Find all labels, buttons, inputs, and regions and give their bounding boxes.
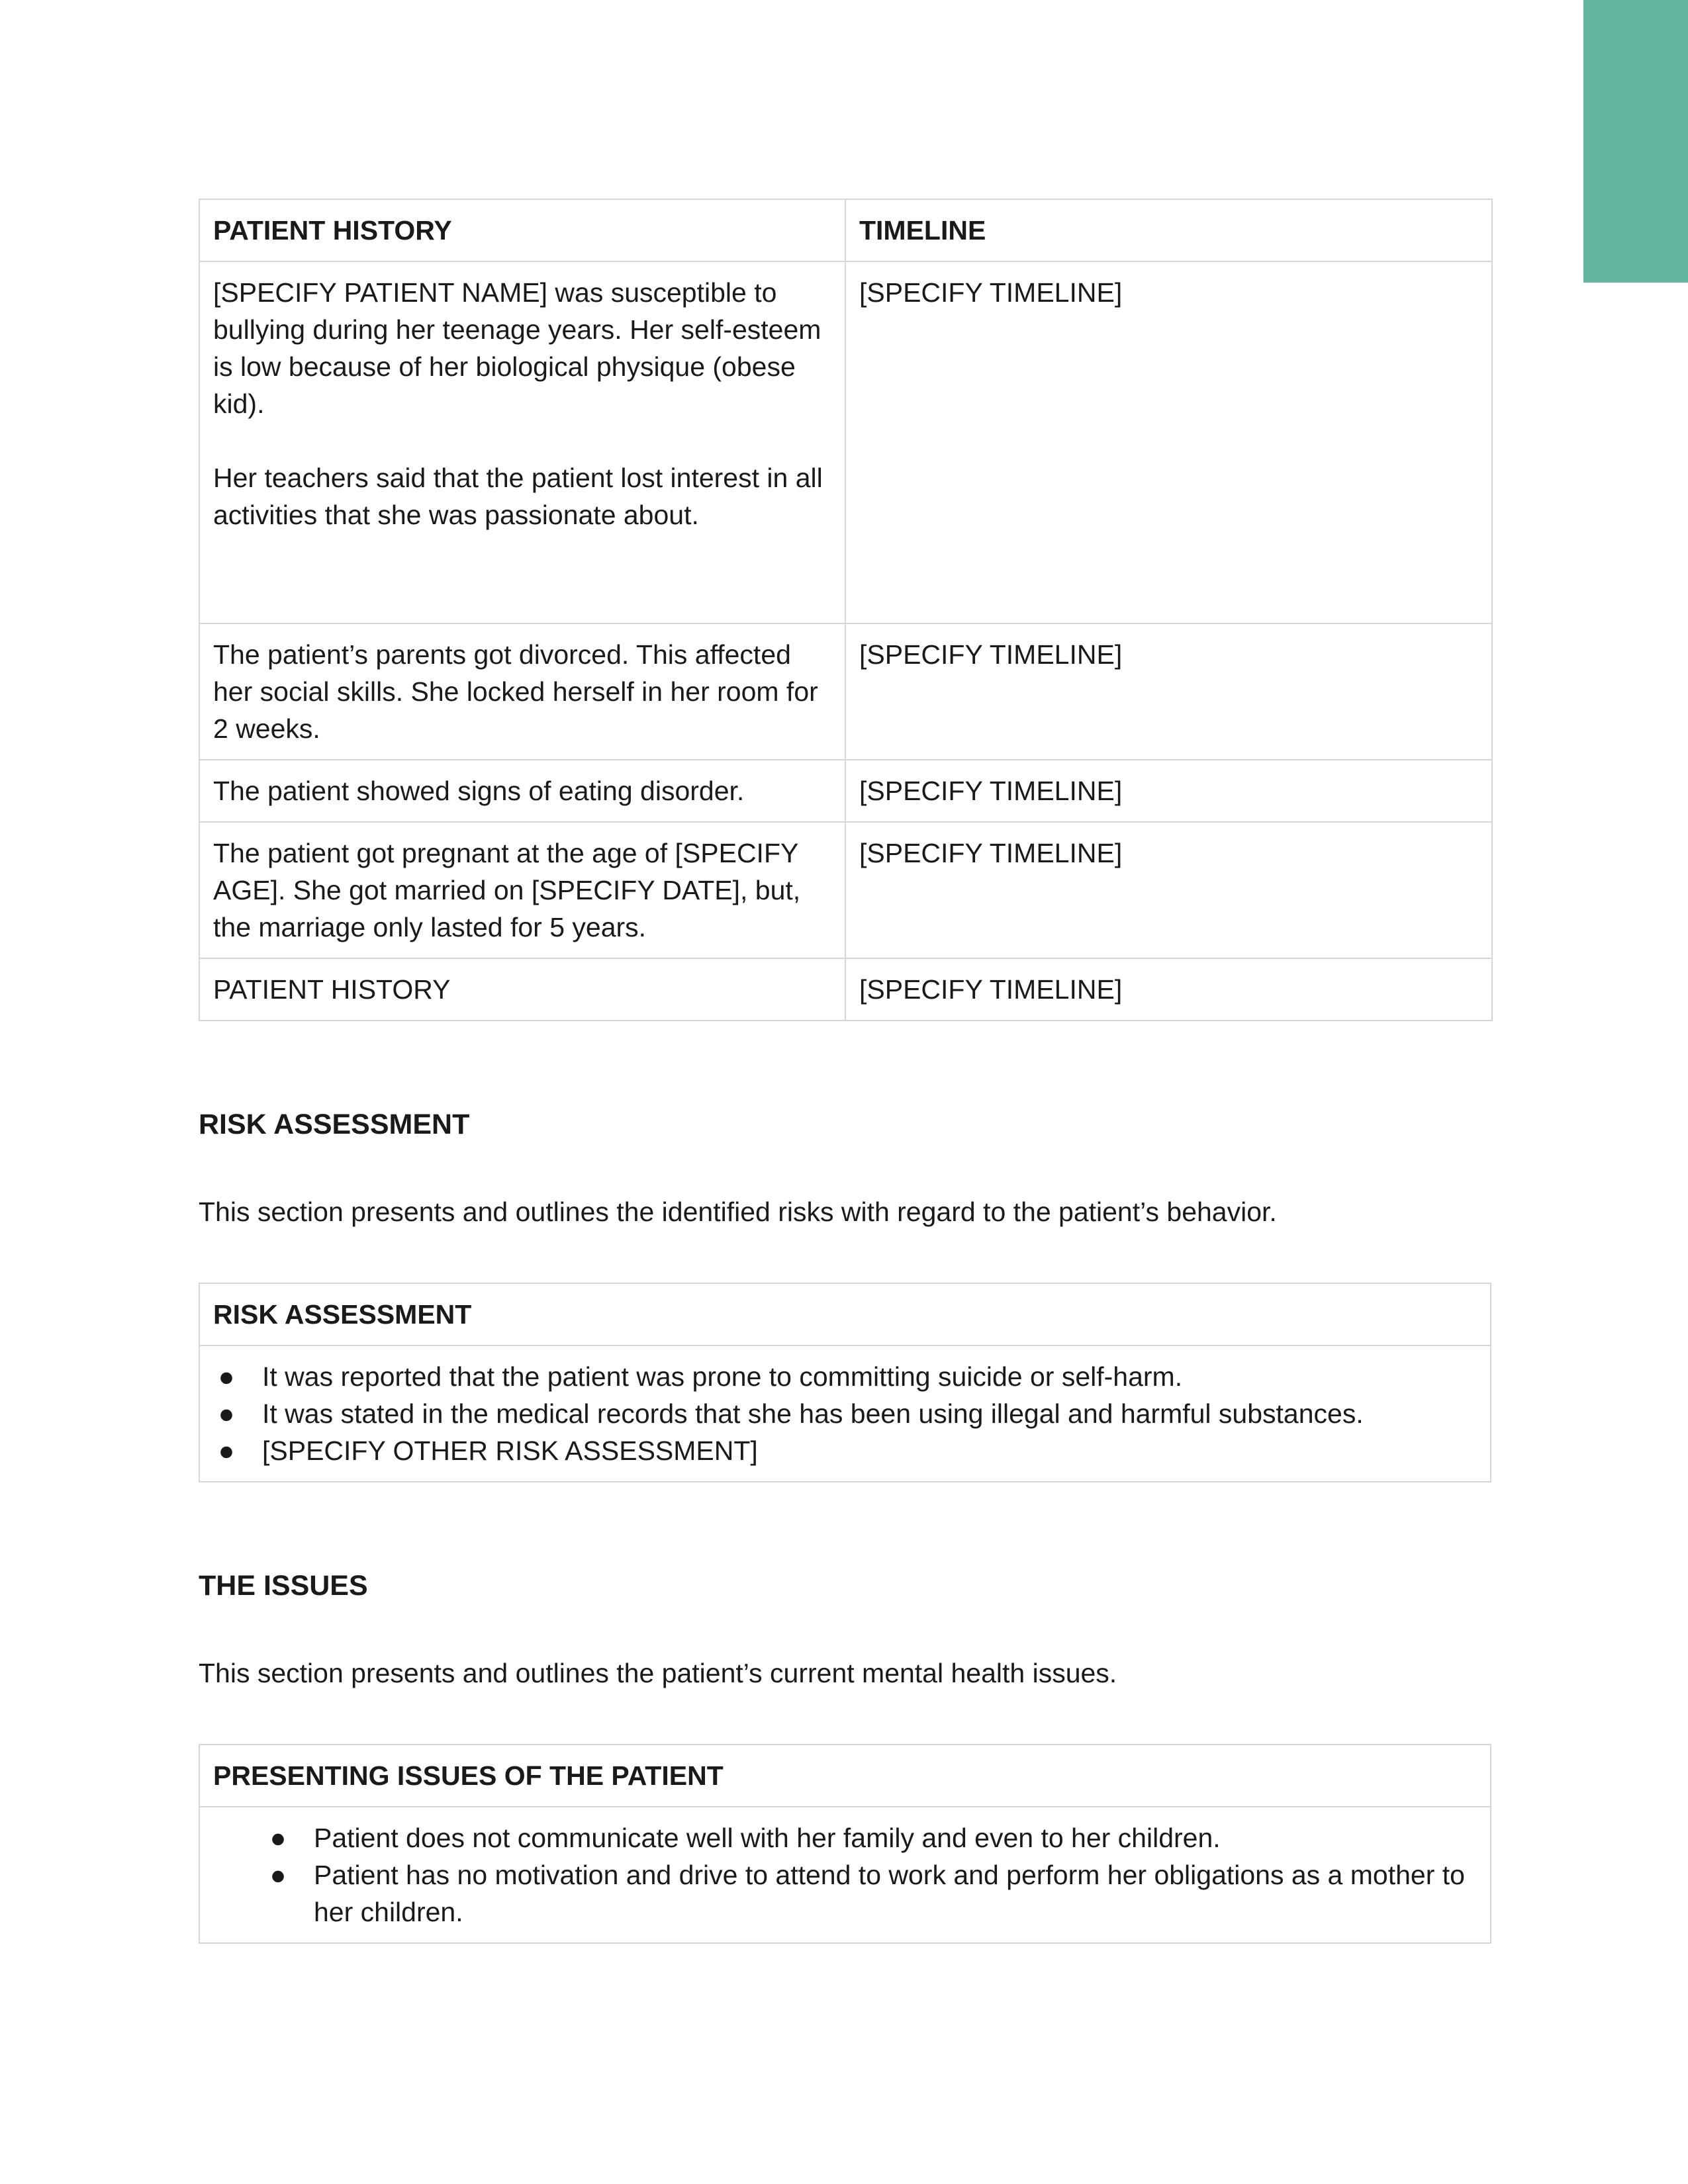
table-header-row <box>199 1283 1491 1345</box>
issue-item-text: Patient has no motivation and drive to attend to work and perform her obligations as a mother to her children. <box>314 1860 1465 1927</box>
table-row <box>199 958 1492 1021</box>
history-cell <box>199 760 845 822</box>
history-text: The patient showed signs of eating disorder. <box>213 776 745 806</box>
header-patient-history: PATIENT HISTORY <box>199 199 845 261</box>
timeline-cell: [SPECIFY TIMELINE] <box>845 623 1492 760</box>
list-item <box>213 1819 1477 1856</box>
bullet-icon: ● <box>218 1361 235 1392</box>
table-row <box>199 261 1492 623</box>
history-cell <box>199 958 845 1021</box>
header-presenting-issues: PRESENTING ISSUES OF THE PATIENT <box>199 1745 1491 1807</box>
timeline-cell: [SPECIFY TIMELINE] <box>845 261 1492 623</box>
list-item <box>213 1432 1477 1469</box>
header-timeline: TIMELINE <box>845 199 1492 261</box>
patient-history-table <box>199 199 1493 1021</box>
presenting-issues-table <box>199 1744 1491 1944</box>
risk-assessment-table <box>199 1283 1491 1482</box>
history-text: The patient’s parents got divorced. This affected her social skills. She locked herself in her room for 2 weeks. <box>213 639 818 744</box>
table-row <box>199 1807 1491 1943</box>
history-cell <box>199 623 845 760</box>
table-header-row <box>199 199 1492 261</box>
document-body <box>199 199 1491 1944</box>
table-row <box>199 1345 1491 1482</box>
timeline-cell: [SPECIFY TIMELINE] <box>845 760 1492 822</box>
bullet-icon: ● <box>218 1398 235 1429</box>
history-text: PATIENT HISTORY <box>213 974 451 1005</box>
list-item <box>213 1856 1477 1931</box>
risk-item-text: It was stated in the medical records that she has been using illegal and harmful substances. <box>262 1398 1364 1429</box>
history-cell <box>199 822 845 958</box>
bullet-icon: ● <box>269 1860 287 1890</box>
risk-list <box>213 1358 1477 1469</box>
issue-item-text: Patient does not communicate well with her family and even to her children. <box>314 1823 1221 1853</box>
history-cell <box>199 261 845 623</box>
timeline-cell: [SPECIFY TIMELINE] <box>845 822 1492 958</box>
risk-assessment-intro: This section presents and outlines the identified risks with regard to the patient’s behavior. <box>199 1197 1277 1227</box>
timeline-cell: [SPECIFY TIMELINE] <box>845 958 1492 1021</box>
header-risk-assessment: RISK ASSESSMENT <box>199 1283 1491 1345</box>
history-text: Her teachers said that the patient lost interest in all activities that she was passionate about. <box>213 463 823 530</box>
accent-corner-tab <box>1583 0 1688 283</box>
issues-intro: This section presents and outlines the patient’s current mental health issues. <box>199 1658 1117 1688</box>
bullet-icon: ● <box>218 1435 235 1466</box>
history-text: The patient got pregnant at the age of [SPECIFY AGE]. She got married on [SPECIFY DATE], but, the marriage only lasted for 5 years. <box>213 838 801 942</box>
bullet-icon: ● <box>269 1823 287 1853</box>
list-item <box>213 1358 1477 1395</box>
table-row <box>199 623 1492 760</box>
table-row <box>199 822 1492 958</box>
list-item <box>213 1395 1477 1432</box>
issues-list-cell <box>199 1807 1491 1943</box>
risk-assessment-heading: RISK ASSESSMENT <box>199 1109 470 1140</box>
risk-list-cell <box>199 1345 1491 1482</box>
table-row <box>199 760 1492 822</box>
table-header-row <box>199 1745 1491 1807</box>
risk-item-text: [SPECIFY OTHER RISK ASSESSMENT] <box>262 1435 758 1466</box>
issues-list <box>213 1819 1477 1931</box>
history-text: [SPECIFY PATIENT NAME] was susceptible to bullying during her teenage years. Her self-esteem is low because of her biological physique (obese kid). <box>213 277 821 419</box>
issues-heading: THE ISSUES <box>199 1570 368 1602</box>
risk-item-text: It was reported that the patient was prone to committing suicide or self-harm. <box>262 1361 1183 1392</box>
